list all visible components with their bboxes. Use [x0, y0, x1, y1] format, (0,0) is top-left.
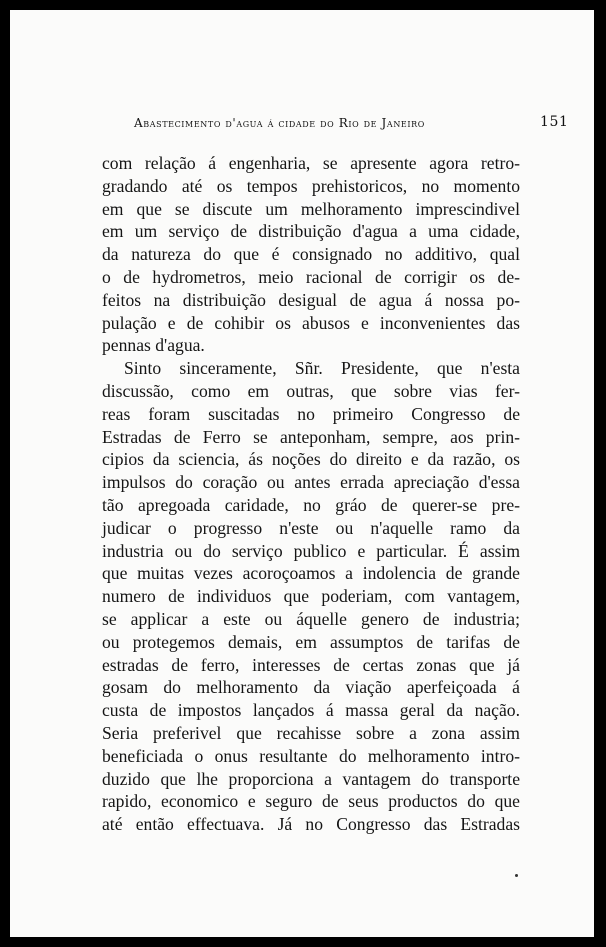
text-line: numero de individuos que poderiam, com vantagem, [102, 586, 520, 607]
text-line: Sinto sinceramente, Sñr. Presidente, que n'esta [124, 358, 520, 379]
text-line: Estradas de Ferro se anteponham, sempre, aos prin- [102, 426, 520, 447]
text-line: judicar o progresso n'este ou n'aquelle ramo da [102, 517, 520, 538]
text-line: o de hydrometros, meio racional de corrigir os de- [102, 266, 520, 287]
page-number: 151 [540, 114, 569, 130]
text-line: que muitas vezes acoroçoamos a indolencia de grande [102, 563, 520, 584]
text-line: gosam do melhoramento da viação aperfeiçoada á [102, 677, 520, 698]
text-line: em que se discute um melhoramento imprescindivel [102, 198, 520, 219]
text-line: com relação á engenharia, se apresente agora retro- [102, 153, 520, 173]
text-line: se applicar a este ou áquelle genero de industria; [102, 608, 520, 629]
text-line: pennas d'agua. [102, 335, 205, 356]
text-line: tão apregoada caridade, no gráo de querer-se pre- [102, 494, 520, 515]
text-line: discussão, como em outras, que sobre vias fer- [102, 380, 520, 401]
text-line: até então effectuava. Já no Congresso das Estradas [102, 814, 520, 835]
text-line: Seria preferivel que recahisse sobre a zona assim [102, 722, 520, 743]
text-line: pulação e de cohibir os abusos e inconvenientes das [102, 312, 520, 333]
text-line: em um serviço de distribuição d'agua a uma cidade, [102, 221, 520, 242]
text-line: reas foram suscitadas no primeiro Congresso de [102, 403, 520, 424]
text-line: custa de impostos lançados á massa geral da nação. [102, 700, 520, 721]
running-title: Abastecimento d'agua á cidade do Rio de Janeiro [134, 116, 425, 130]
ink-speck [515, 874, 518, 877]
text-line: impulsos do coração ou antes errada apreciação d'essa [102, 472, 520, 493]
book-page [10, 10, 594, 937]
text-line: feitos na distribuição desigual de agua á nossa po- [102, 289, 520, 310]
text-line: cipios da sciencia, ás noções do direito e da razão, os [102, 449, 520, 470]
text-line: beneficiada o onus resultante do melhoramento intro- [102, 745, 520, 766]
body-text [102, 152, 520, 836]
text-line: duzido que lhe proporciona a vantagem do transporte [102, 768, 520, 789]
text-line: ou protegemos demais, em assumptos de tarifas de [102, 631, 520, 652]
text-line: estradas de ferro, interesses de certas zonas que já [102, 654, 520, 675]
text-line: gradando até os tempos prehistoricos, no momento [102, 175, 520, 196]
text-line: industria ou do serviço publico e particular. É assim [102, 540, 520, 561]
text-line: da natureza do que é consignado no additivo, qual [102, 244, 520, 265]
text-line: rapido, economico e seguro de seus productos do que [102, 791, 520, 812]
